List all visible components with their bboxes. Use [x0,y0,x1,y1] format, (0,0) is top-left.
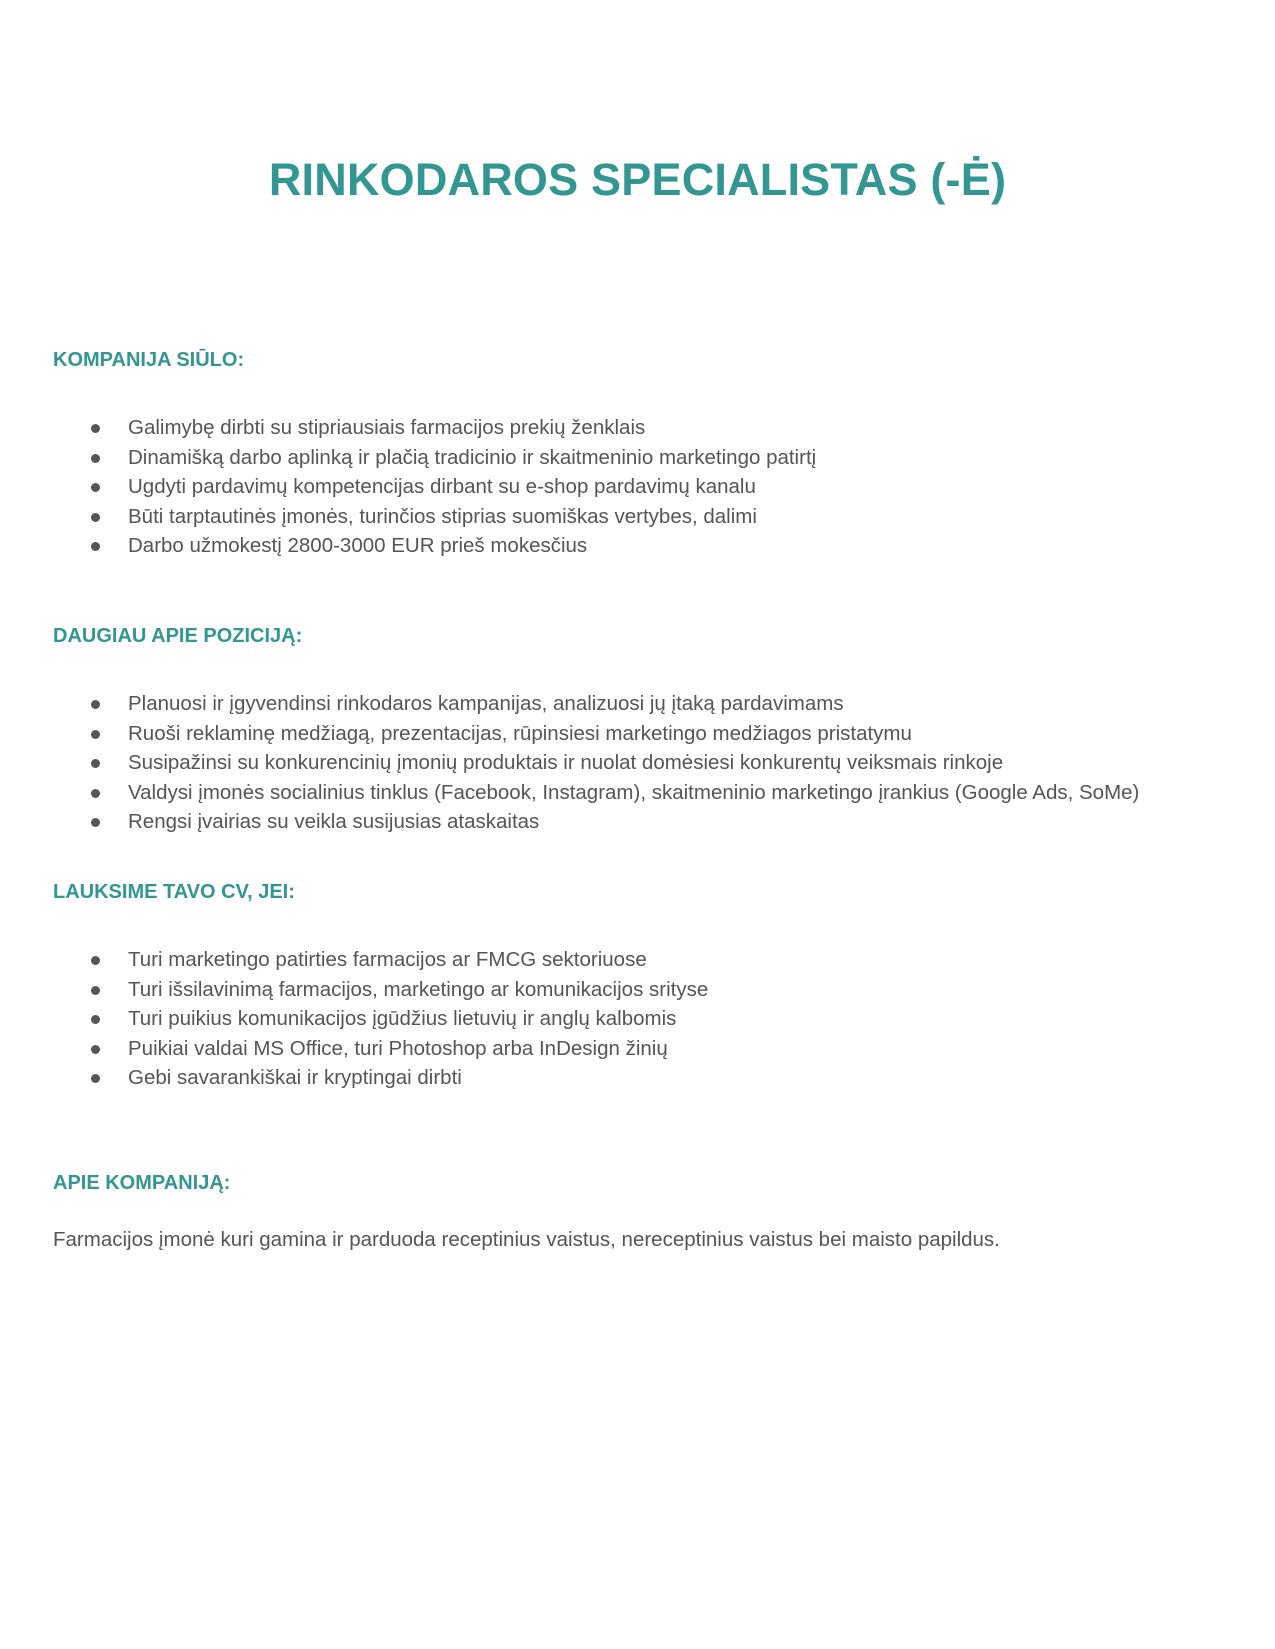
bullet-icon [91,759,100,768]
bullet-icon [91,730,100,739]
bullet-icon [91,956,100,965]
section-heading-requirements: LAUKSIME TAVO CV, JEI: [53,881,295,903]
bullet-icon [91,513,100,522]
bullet-icon [91,789,100,798]
bullet-icon [91,424,100,433]
bullet-icon [91,1015,100,1024]
bullet-icon [91,542,100,551]
bullet-icon [91,483,100,492]
section-heading-position: DAUGIAU APIE POZICIJĄ: [53,625,303,647]
bullet-icon [91,1045,100,1054]
about-company-text: Farmacijos įmonė kuri gamina ir parduoda receptinius vaistus, nereceptinius vaistus bei maisto papildus. [53,1228,1000,1251]
bullet-icon [91,700,100,709]
bullet-icon [91,818,100,827]
section-heading-company-offers: KOMPANIJA SIŪLO: [53,349,245,371]
bullet-icon [91,986,100,995]
bullet-icon [91,1074,100,1083]
bullet-icon [91,454,100,463]
section-heading-about-company: APIE KOMPANIJĄ: [53,1172,231,1194]
page-title: RINKODAROS SPECIALISTAS (-Ė) [268,154,1007,205]
